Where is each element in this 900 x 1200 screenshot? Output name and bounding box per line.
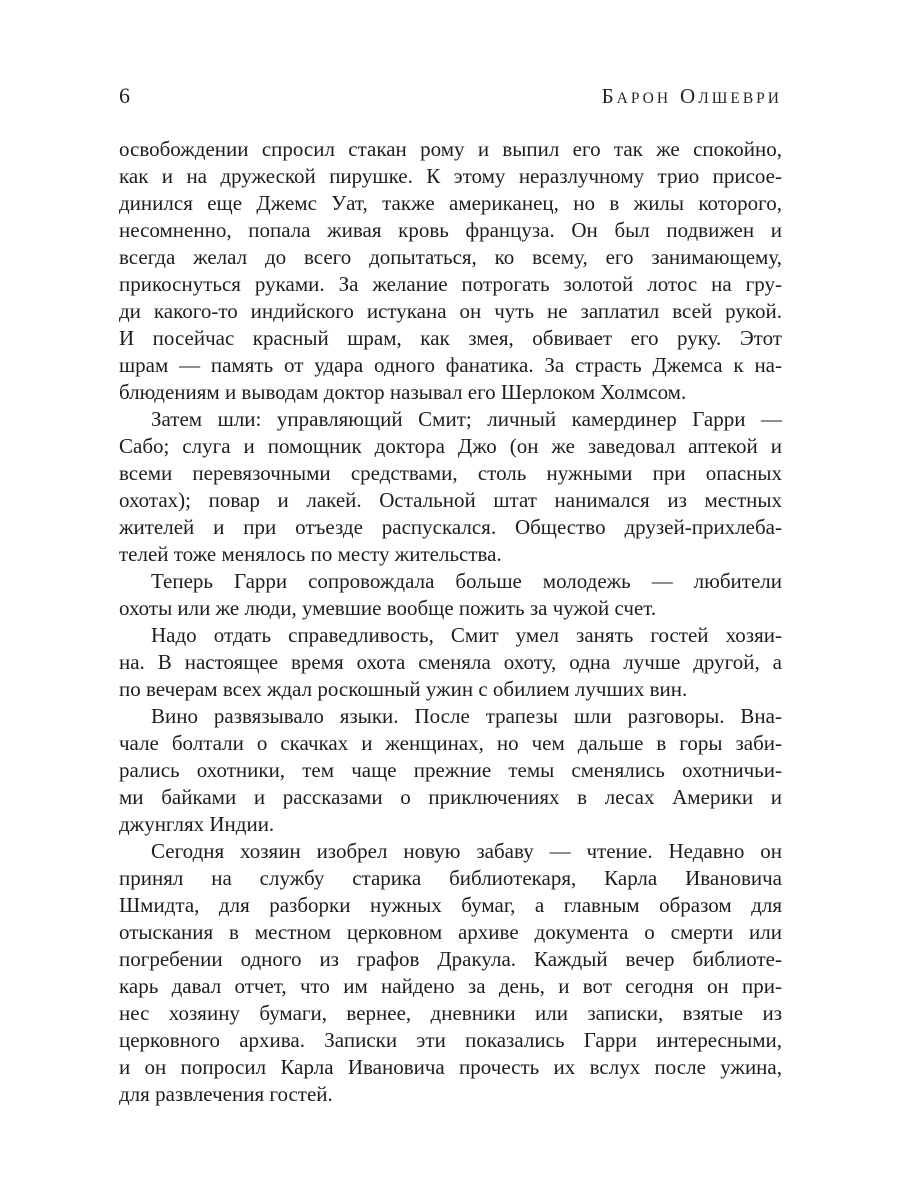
text-line: джунглях Индии. xyxy=(119,812,275,836)
text-line: карь давал отчет, что им найдено за день, и вот сегодня он при- xyxy=(119,974,782,998)
text-line: по вечерам всех ждал роскошный ужин с обилием лучших вин. xyxy=(119,677,688,701)
text-line: Затем шли: управляющий Смит; личный камердинер Гарри — xyxy=(151,407,782,431)
text-line: блюдениям и выводам доктор называл его Шерлоком Холмсом. xyxy=(119,380,687,404)
text-line: И посейчас красный шрам, как змея, обвивает его руку. Этот xyxy=(119,326,782,350)
paragraph xyxy=(119,568,782,622)
text-line: несомненно, попала живая кровь француза. Он был подвижен и xyxy=(119,218,782,242)
text-line: динился еще Джемс Уат, также американец, но в жилы которого, xyxy=(119,191,782,215)
text-block xyxy=(119,136,782,1108)
page-content xyxy=(119,84,782,1108)
running-title: БАРОН ОЛШЕВРИ xyxy=(601,84,782,108)
paragraph xyxy=(119,406,782,568)
text-line: Теперь Гарри сопровождала больше молодежь — любители xyxy=(151,569,782,593)
text-line: нес хозяину бумаги, вернее, дневники или записки, взятые из xyxy=(119,1001,782,1025)
text-line: рались охотники, тем чаще прежние темы сменялись охотничьи- xyxy=(119,758,782,782)
text-line: погребении одного из графов Дракула. Каждый вечер библиоте- xyxy=(119,947,782,971)
text-line: как и на дружеской пирушке. К этому неразлучному трио присое- xyxy=(119,164,782,188)
text-line: телей тоже менялось по месту жительства. xyxy=(119,542,502,566)
text-line: прикоснуться руками. За желание потрогать золотой лотос на гру- xyxy=(119,272,782,296)
text-line: освобождении спросил стакан рому и выпил его так же спокойно, xyxy=(119,137,782,161)
text-line: всегда желал до всего допытаться, ко всему, его занимающему, xyxy=(119,245,782,269)
text-line: чале болтали о скачках и женщинах, но чем дальше в горы заби- xyxy=(119,731,782,755)
text-line: ми байками и рассказами о приключениях в лесах Америки и xyxy=(119,785,782,809)
text-line: всеми перевязочными средствами, столь нужными при опасных xyxy=(119,461,782,485)
text-line: Надо отдать справедливость, Смит умел занять гостей хозяи- xyxy=(151,623,782,647)
text-line: охотах); повар и лакей. Остальной штат нанимался из местных xyxy=(119,488,782,512)
paragraph xyxy=(119,136,782,406)
text-line: ди какого-то индийского истукана он чуть не заплатил всей рукой. xyxy=(119,299,782,323)
paragraph xyxy=(119,703,782,838)
text-line: Шмидта, для разборки нужных бумаг, а главным образом для xyxy=(119,893,782,917)
text-line: охоты или же люди, умевшие вообще пожить за чужой счет. xyxy=(119,596,657,620)
paragraph xyxy=(119,838,782,1108)
text-line: жителей и при отъезде распускался. Общество друзей-прихлеба- xyxy=(119,515,782,539)
text-line: Сегодня хозяин изобрел новую забаву — чтение. Недавно он xyxy=(151,839,782,863)
text-line: церковного архива. Записки эти показались Гарри интересными, xyxy=(119,1028,782,1052)
text-line: на. В настоящее время охота сменяла охоту, одна лучше другой, а xyxy=(119,650,782,674)
text-line: принял на службу старика библиотекаря, Карла Ивановича xyxy=(119,866,782,890)
text-line: шрам — память от удара одного фанатика. За страсть Джемса к на- xyxy=(119,353,782,377)
text-line: Вино развязывало языки. После трапезы шли разговоры. Вна- xyxy=(151,704,782,728)
text-line: Сабо; слуга и помощник доктора Джо (он же заведовал аптекой и xyxy=(119,434,782,458)
page-header xyxy=(119,84,782,109)
paragraph xyxy=(119,622,782,703)
text-line: и он попросил Карла Ивановича прочесть их вслух после ужина, xyxy=(119,1055,782,1079)
text-line: отыскания в местном церковном архиве документа о смерти или xyxy=(119,920,782,944)
page-number: 6 xyxy=(119,83,130,108)
text-line: для развлечения гостей. xyxy=(119,1082,333,1106)
